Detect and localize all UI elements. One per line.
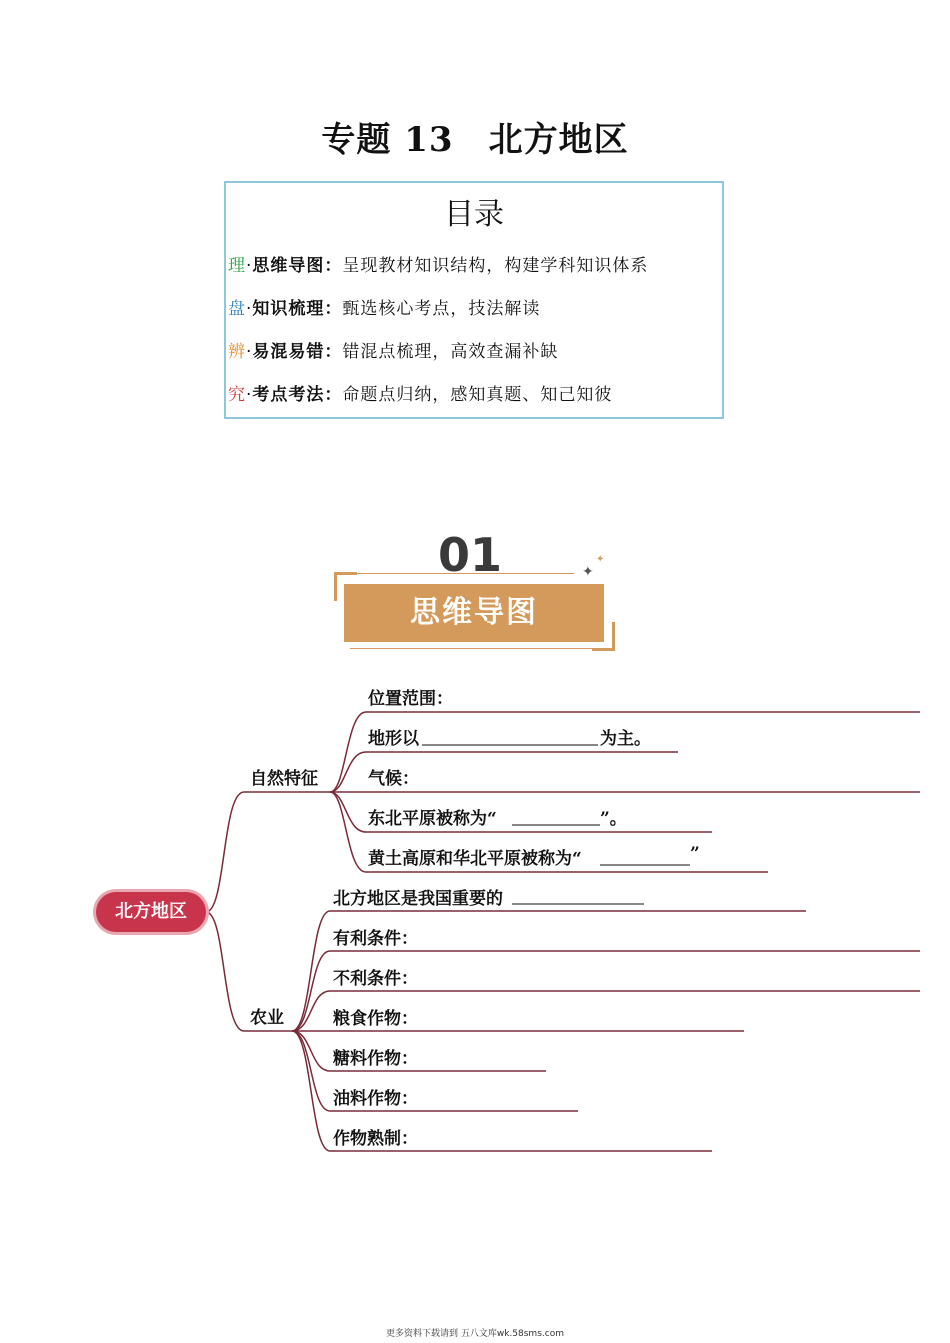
table-of-contents <box>224 181 724 419</box>
page-title: 专题 13 北方地区 <box>321 120 629 160</box>
leaf-loess-plateau: 黄土高原和华北平原被称为“ <box>368 849 582 869</box>
toc-tag: 辨 <box>228 342 246 362</box>
link-root-natural <box>206 792 244 912</box>
toc-item-mistakes <box>228 337 558 362</box>
mindmap-root: 北方地区 <box>96 892 206 932</box>
toc-name: 易混易错： <box>252 342 343 362</box>
section-label: 思维导图 <box>344 584 604 642</box>
leaf-terrain: 地形以 <box>368 729 419 749</box>
toc-separator: · <box>246 342 253 362</box>
toc-item-knowledge <box>228 294 540 319</box>
badge-corner-decor <box>592 622 615 651</box>
leaf-location: 位置范围： <box>368 689 453 709</box>
leaf-sugar-crops: 糖料作物： <box>333 1049 418 1069</box>
toc-item-exam <box>228 380 612 405</box>
section-badge <box>330 528 620 658</box>
toc-heading: 目录 <box>444 197 504 232</box>
branch-natural-features: 自然特征 <box>250 769 318 789</box>
branch-agriculture: 农业 <box>250 1008 284 1028</box>
leaf-northeast-suffix: ”。 <box>600 809 627 829</box>
toc-tag: 理 <box>228 256 246 276</box>
toc-name: 思维导图： <box>252 256 343 276</box>
toc-desc: 错混点梳理，高效查漏补缺 <box>342 342 559 362</box>
leaf-cropping-system: 作物熟制： <box>333 1129 418 1149</box>
link-root-agri <box>206 912 244 1031</box>
toc-separator: · <box>246 385 253 405</box>
toc-tag: 究 <box>228 385 246 405</box>
toc-name: 知识梳理： <box>252 299 343 319</box>
sparkle-icon: ✦ <box>582 564 594 580</box>
leaf-unfavorable: 不利条件： <box>333 969 418 989</box>
badge-decor-line <box>350 648 592 649</box>
toc-desc: 甄选核心考点，技法解读 <box>342 299 541 319</box>
leaf-northeast-plain: 东北平原被称为“ <box>368 809 497 829</box>
toc-desc: 呈现教材知识结构，构建学科知识体系 <box>342 256 649 276</box>
toc-desc: 命题点归纳，感知真题、知己知彼 <box>342 385 613 405</box>
toc-name: 考点考法： <box>252 385 343 405</box>
toc-tag: 盘 <box>228 299 246 319</box>
leaf-terrain-suffix: 为主。 <box>600 729 651 749</box>
toc-separator: · <box>246 256 253 276</box>
footer-note: 更多资料下载请到 五八文库wk.58sms.com <box>386 1329 564 1339</box>
toc-item-mindmap <box>228 251 648 276</box>
badge-decor-line <box>354 573 574 574</box>
leaf-grain-crops: 粮食作物： <box>333 1009 418 1029</box>
leaf-favorable: 有利条件： <box>333 929 418 949</box>
toc-separator: · <box>246 299 253 319</box>
section-number: 01 <box>437 528 502 582</box>
leaf-oil-crops: 油料作物： <box>333 1089 418 1109</box>
leaf-loess-suffix: ” <box>690 844 700 864</box>
leaf-importance: 北方地区是我国重要的 <box>333 889 503 909</box>
leaf-climate: 气候： <box>368 769 419 789</box>
sparkle-icon: ✦ <box>596 554 605 565</box>
